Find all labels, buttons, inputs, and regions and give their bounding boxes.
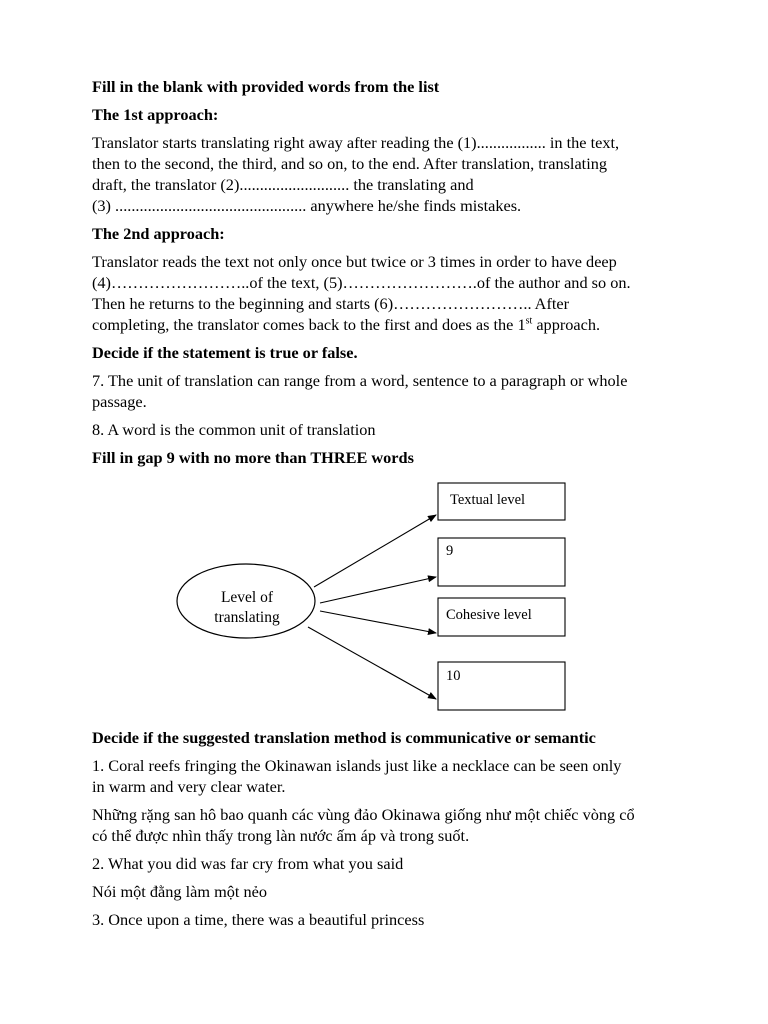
approach-1-line: (3) ............................................... anywhere he/she finds mistakes. — [92, 196, 522, 215]
box-textual-label: Textual level — [450, 492, 526, 508]
approach-2-paragraph — [92, 251, 712, 335]
question-7-line: 7. The unit of translation can range from a word, sentence to a paragraph or whole — [92, 371, 628, 390]
item-2-vietnamese: Nói một đằng làm một nẻo — [92, 882, 267, 901]
item-1-english-line: 1. Coral reefs fringing the Okinawan islands just like a necklace can be seen only — [92, 756, 622, 775]
heading-true-false: Decide if the statement is true or false. — [92, 343, 358, 362]
center-label-line: translating — [214, 609, 280, 626]
box-gap-10-label: 10 — [446, 668, 461, 684]
approach-2-line: Translator reads the text not only once but twice or 3 times in order to have deep — [92, 252, 617, 271]
heading-approach-1: The 1st approach: — [92, 105, 219, 124]
arrow-to-cohesive — [320, 611, 436, 633]
approach-2-last-line — [92, 314, 712, 335]
item-1-english — [92, 755, 712, 797]
item-1-vietnamese — [92, 804, 712, 846]
approach-2-line: (4)……………………..of the text, (5)…………………….of the author and so on. — [92, 273, 631, 292]
item-1-vietnamese-line: Những rặng san hô bao quanh các vùng đảo Okinawa giống như một chiếc vòng cổ — [92, 805, 635, 824]
ordinal-suffix: st — [525, 315, 533, 327]
heading-approach-2: The 2nd approach: — [92, 224, 225, 243]
question-7-line: passage. — [92, 392, 147, 411]
approach-2-last-text-end: approach. — [532, 315, 601, 334]
arrow-to-9 — [320, 577, 436, 603]
diagram-area — [92, 475, 712, 727]
arrow-to-10 — [308, 627, 436, 699]
question-8: 8. A word is the common unit of translation — [92, 420, 376, 439]
approach-1-line: draft, the translator (2)........................... the translating and — [92, 175, 474, 194]
heading-communicative-semantic: Decide if the suggested translation method is communicative or semantic — [92, 728, 596, 747]
item-1-vietnamese-line: có thể được nhìn thấy trong làn nước ấm áp và trong suốt. — [92, 826, 470, 845]
item-1-english-line: in warm and very clear water. — [92, 777, 286, 796]
approach-1-paragraph — [92, 132, 712, 216]
question-7 — [92, 370, 712, 412]
approach-2-last-text: completing, the translator comes back to the first and does as the 1 — [92, 315, 526, 334]
item-2-english: 2. What you did was far cry from what you said — [92, 854, 404, 873]
document-page — [92, 76, 712, 937]
level-of-translating-diagram — [92, 475, 712, 727]
box-cohesive-label: Cohesive level — [446, 607, 532, 623]
approach-1-line: Translator starts translating right away after reading the (1)................. in the text, — [92, 133, 620, 152]
center-label-line: Level of — [220, 589, 274, 606]
box-gap-9-label: 9 — [446, 543, 454, 559]
arrow-to-textual — [314, 515, 436, 587]
heading-fill-gap-9: Fill in gap 9 with no more than THREE words — [92, 448, 414, 467]
item-3-english: 3. Once upon a time, there was a beautiful princess — [92, 910, 425, 929]
approach-2-line: Then he returns to the beginning and starts (6)…………………….. After — [92, 294, 570, 313]
box-gap-9 — [438, 538, 565, 586]
approach-1-line: then to the second, the third, and so on, to the end. After translation, translating — [92, 154, 608, 173]
heading-fill-blank: Fill in the blank with provided words from the list — [92, 77, 440, 96]
